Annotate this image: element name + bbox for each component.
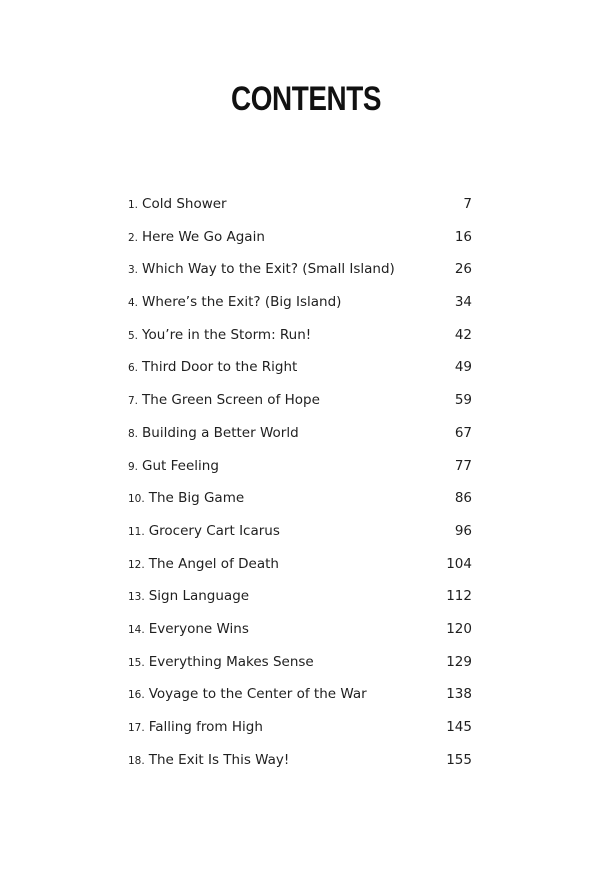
chapter-title: Cold Shower <box>142 196 227 212</box>
chapter-number: 6. <box>128 362 139 375</box>
chapter-title: Everything Makes Sense <box>148 653 314 670</box>
toc-entry <box>128 654 472 687</box>
chapter-page-number: 104 <box>446 555 472 572</box>
page-title: CONTENTS <box>230 80 382 118</box>
toc-entry <box>128 458 472 491</box>
chapter-title: Falling from High <box>148 719 263 735</box>
chapter-number: 2. <box>128 231 139 244</box>
chapter-number: 15. <box>128 656 145 669</box>
chapter-page-number: 34 <box>454 294 472 311</box>
chapter-page-number: 59 <box>454 392 472 409</box>
chapter-number: 18. <box>128 754 145 767</box>
chapter-page-number: 77 <box>454 457 472 474</box>
chapter-title: The Exit Is This Way! <box>148 751 290 768</box>
toc-entry <box>128 490 472 523</box>
chapter-page-number: 129 <box>446 653 472 670</box>
chapter-number: 8. <box>128 427 139 440</box>
chapter-page-number: 67 <box>454 424 472 441</box>
chapter-page-number: 145 <box>446 719 472 735</box>
chapter-number: 16. <box>128 689 145 702</box>
chapter-number: 11. <box>128 525 145 538</box>
chapter-page-number: 138 <box>446 686 472 703</box>
chapter-number: 14. <box>128 623 145 636</box>
toc-entry <box>128 686 472 719</box>
chapter-title: Third Door to the Right <box>142 359 298 376</box>
chapter-title: Which Way to the Exit? (Small Island) <box>142 261 395 278</box>
toc-entry <box>128 425 472 458</box>
chapter-page-number: 155 <box>446 751 472 768</box>
toc-entry <box>128 327 472 360</box>
toc-entry <box>128 523 472 556</box>
chapter-number: 5. <box>128 329 139 342</box>
table-of-contents <box>128 196 472 784</box>
chapter-title: Here We Go Again <box>142 228 265 245</box>
chapter-page-number: 7 <box>463 196 472 212</box>
chapter-number: 9. <box>128 460 139 473</box>
toc-entry <box>128 719 472 752</box>
chapter-title: Building a Better World <box>142 424 299 441</box>
chapter-number: 7. <box>128 395 139 408</box>
toc-entry <box>128 359 472 392</box>
chapter-title: Where’s the Exit? (Big Island) <box>142 294 342 311</box>
toc-entry <box>128 261 472 294</box>
toc-entry <box>128 229 472 262</box>
chapter-title: The Angel of Death <box>148 555 279 572</box>
chapter-page-number: 16 <box>454 228 472 245</box>
chapter-page-number: 49 <box>454 359 472 376</box>
chapter-number: 17. <box>128 722 145 734</box>
toc-entry <box>128 752 472 785</box>
chapter-number: 13. <box>128 591 145 604</box>
toc-entry <box>128 294 472 327</box>
chapter-page-number: 112 <box>446 588 472 605</box>
chapter-number: 12. <box>128 558 145 571</box>
chapter-number: 1. <box>128 199 139 211</box>
toc-entry <box>128 588 472 621</box>
chapter-page-number: 86 <box>454 490 472 507</box>
chapter-title: Grocery Cart Icarus <box>148 522 280 539</box>
chapter-title: You’re in the Storm: Run! <box>142 326 312 343</box>
chapter-title: Everyone Wins <box>148 620 249 637</box>
chapter-title: The Green Screen of Hope <box>142 392 320 409</box>
chapter-number: 4. <box>128 297 139 310</box>
chapter-title: Sign Language <box>148 588 250 605</box>
toc-entry <box>128 621 472 654</box>
chapter-title: The Big Game <box>148 490 245 507</box>
chapter-page-number: 120 <box>446 620 472 637</box>
chapter-page-number: 42 <box>454 326 472 343</box>
chapter-page-number: 96 <box>454 522 472 539</box>
chapter-title: Voyage to the Center of the War <box>148 686 367 703</box>
toc-entry <box>128 392 472 425</box>
toc-entry <box>128 196 472 229</box>
chapter-number: 10. <box>128 493 145 506</box>
chapter-page-number: 26 <box>454 261 472 278</box>
chapter-title: Gut Feeling <box>142 457 219 474</box>
chapter-number: 3. <box>128 264 139 277</box>
toc-entry <box>128 556 472 589</box>
